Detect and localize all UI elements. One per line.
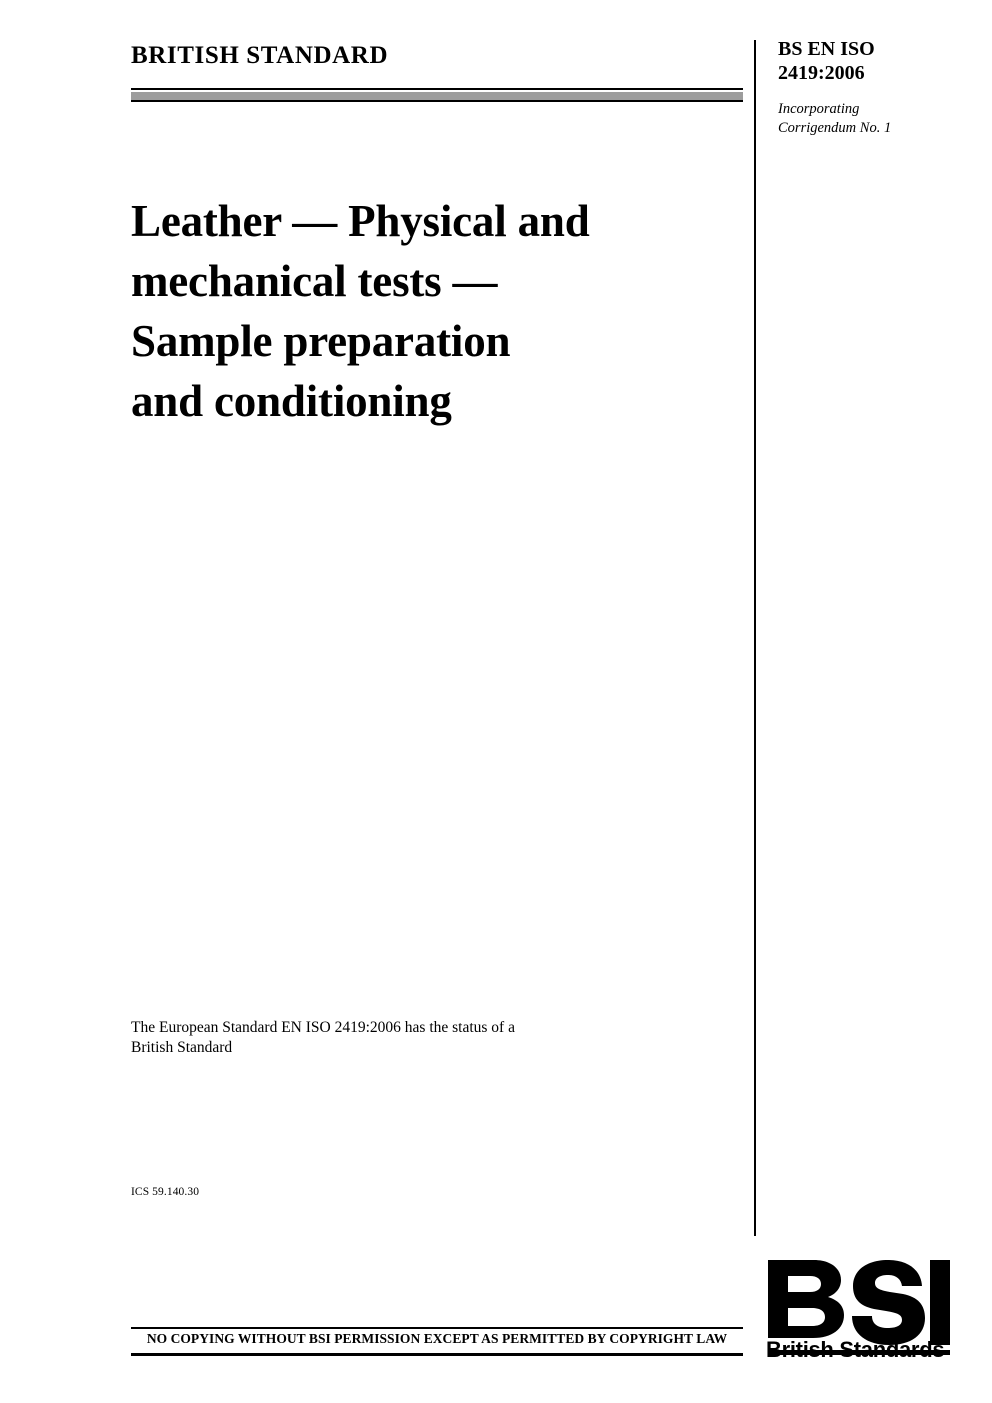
status-note-line-1: The European Standard EN ISO 2419:2006 has the status of a [131, 1019, 515, 1036]
standard-reference-line-2: 2419:2006 [778, 61, 865, 84]
incorporating-line-2: Corrigendum No. 1 [778, 119, 892, 136]
copyright-notice: NO COPYING WITHOUT BSI PERMISSION EXCEPT AS PERMITTED BY COPYRIGHT LAW [146, 1331, 728, 1346]
standard-reference [778, 38, 928, 85]
page-title-line-4: and conditioning [131, 375, 452, 426]
header-rule-grey [131, 92, 743, 100]
ics-code: ICS 59.140.30 [131, 1186, 200, 1198]
page-title-line-1: Leather — Physical and [131, 196, 590, 246]
page-title-line-3: Sample preparation [131, 315, 511, 366]
status-note-line-2: British Standard [131, 1039, 233, 1057]
status-note [131, 1018, 691, 1059]
vertical-divider [754, 40, 756, 1236]
footer-rule-top [131, 1327, 743, 1329]
incorporating-line-1: Incorporating [778, 101, 860, 117]
bsi-tagline: British Standards [766, 1337, 945, 1362]
header-rule-top [131, 88, 743, 90]
page-title [131, 192, 751, 431]
header-rule-bottom [131, 100, 743, 102]
brand-title: BRITISH STANDARD [131, 42, 389, 69]
incorporating-note [778, 100, 938, 137]
standard-reference-line-1: BS EN ISO [778, 38, 875, 60]
page-title-line-2: mechanical tests — [131, 255, 498, 306]
footer-rule-bottom [131, 1353, 743, 1356]
